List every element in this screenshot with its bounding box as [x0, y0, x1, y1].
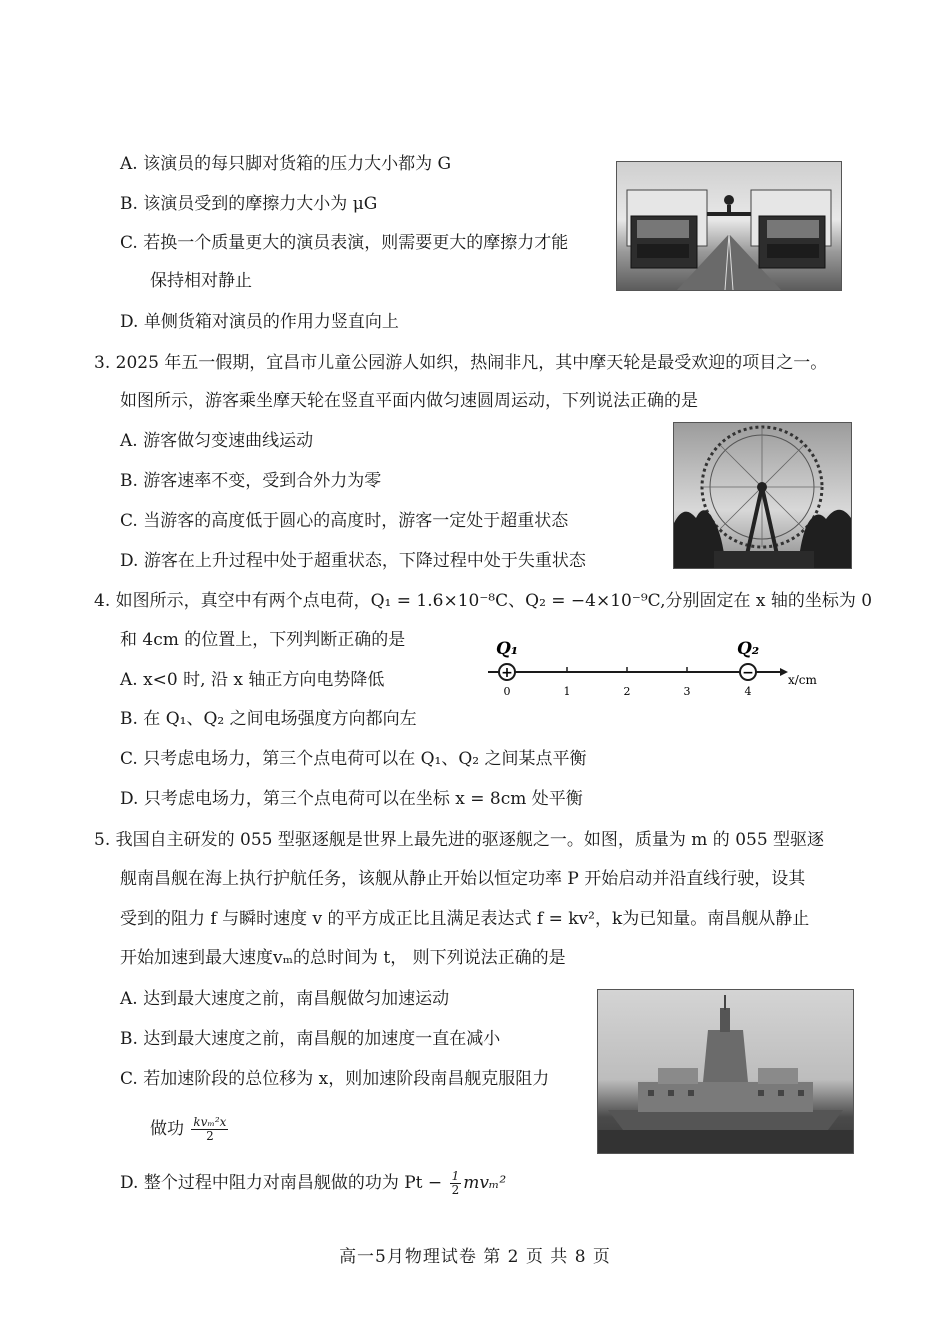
q4-option-a: A. x<0 时, 沿 x 轴正方向电势降低 [120, 670, 385, 690]
q2-sign: − [742, 665, 754, 681]
tick-label-0: 0 [503, 685, 511, 698]
destroyer-illustration [598, 990, 853, 1153]
q4-stem-line2: 和 4cm 的位置上，下列判断正确的是 [120, 630, 406, 650]
q5-option-d-prefix: D. 整个过程中阻力对南昌舰做的功为 Pt − [120, 1173, 443, 1193]
q3-option-d: D. 游客在上升过程中处于超重状态，下降过程中处于失重状态 [120, 551, 586, 571]
q3-option-b: B. 游客速率不变，受到合外力为零 [120, 471, 382, 491]
q5-option-b: B. 达到最大速度之前，南昌舰的加速度一直在减小 [120, 1029, 501, 1049]
q5-stem-line3: 受到的阻力 f 与瞬时速度 v 的平方成正比且满足表达式 f = kv²，k为已知量。南昌舰从静止 [120, 909, 810, 929]
q5-option-c-cont [150, 1116, 230, 1143]
tick-label-2: 2 [623, 685, 631, 698]
q2-option-a: A. 该演员的每只脚对货箱的压力大小都为 G [120, 154, 452, 174]
q5-stem-line4: 开始加速到最大速度vₘ的总时间为 t， 则下列说法正确的是 [120, 948, 566, 968]
q5-stem-line2: 舰南昌舰在海上执行护航任务，该舰从静止开始以恒定功率 P 开始启动并沿直线行驶，设其 [120, 869, 806, 889]
x-axis-arrow [780, 668, 788, 676]
q5-option-d [120, 1170, 506, 1197]
trucks-illustration [617, 162, 841, 290]
q2-label: Q₂ [737, 639, 760, 659]
q4-stem-line1: 4. 如图所示，真空中有两个点电荷，Q₁ = 1.6×10⁻⁸C、Q₂ = −4×10⁻⁹C,分别固定在 x 轴的坐标为 0 [94, 591, 873, 611]
q5-option-a: A. 达到最大速度之前，南昌舰做匀加速运动 [120, 989, 450, 1009]
q5-option-c: C. 若加速阶段的总位移为 x，则加速阶段南昌舰克服阻力 [120, 1069, 550, 1089]
q5-stem-line1: 5. 我国自主研发的 055 型驱逐舰是世界上最先进的驱逐舰之一。如图，质量为 m 的 055 型驱逐 [94, 830, 825, 850]
tick-label-1: 1 [563, 685, 571, 698]
q3-option-c: C. 当游客的高度低于圆心的高度时，游客一定处于超重状态 [120, 511, 569, 531]
q3-option-a: A. 游客做匀变速曲线运动 [120, 431, 314, 451]
q5-option-d-frac-den: 2 [451, 1183, 460, 1197]
q5-option-c-prefix: 做功 [150, 1119, 184, 1139]
q1-sign: + [501, 665, 513, 681]
q5-option-d-fraction [450, 1170, 462, 1197]
q3-stem-line1: 3. 2025 年五一假期，宜昌市儿童公园游人如织，热闹非凡，其中摩天轮是最受欢迎的项目之一。 [94, 353, 828, 373]
q5-option-c-fraction [191, 1116, 228, 1143]
q3-stem-line2: 如图所示，游客乘坐摩天轮在竖直平面内做匀速圆周运动，下列说法正确的是 [120, 391, 698, 411]
tick-label-4: 4 [744, 685, 752, 698]
q5-option-c-frac-den: 2 [206, 1129, 214, 1143]
q1-label: Q₁ [496, 639, 519, 659]
ferris-wheel-illustration [674, 423, 851, 568]
q4-option-c: C. 只考虑电场力，第三个点电荷可以在 Q₁、Q₂ 之间某点平衡 [120, 749, 587, 769]
destroyer-photo [597, 989, 854, 1154]
q4-option-d: D. 只考虑电场力，第三个点电荷可以在坐标 x = 8cm 处平衡 [120, 789, 583, 809]
ferris-wheel-photo [673, 422, 852, 569]
charge-axis-diagram [488, 632, 828, 702]
q2-option-b: B. 该演员受到的摩擦力大小为 μG [120, 194, 378, 214]
q5-option-c-frac-num: kvₘ²x [193, 1115, 227, 1129]
q5-option-d-tail: mvₘ² [463, 1173, 507, 1193]
q2-option-d: D. 单侧货箱对演员的作用力竖直向上 [120, 312, 399, 332]
x-axis-label: x/cm [788, 673, 817, 687]
trucks-photo [616, 161, 842, 291]
tick-label-3: 3 [683, 685, 691, 698]
q2-option-c: C. 若换一个质量更大的演员表演，则需要更大的摩擦力才能 [120, 233, 569, 253]
q2-option-c-cont: 保持相对静止 [150, 271, 252, 291]
q5-option-d-frac-num: 1 [451, 1169, 460, 1183]
q4-option-b: B. 在 Q₁、Q₂ 之间电场强度方向都向左 [120, 709, 417, 729]
page-footer: 高一5月物理试卷 第 2 页 共 8 页 [339, 1247, 611, 1267]
